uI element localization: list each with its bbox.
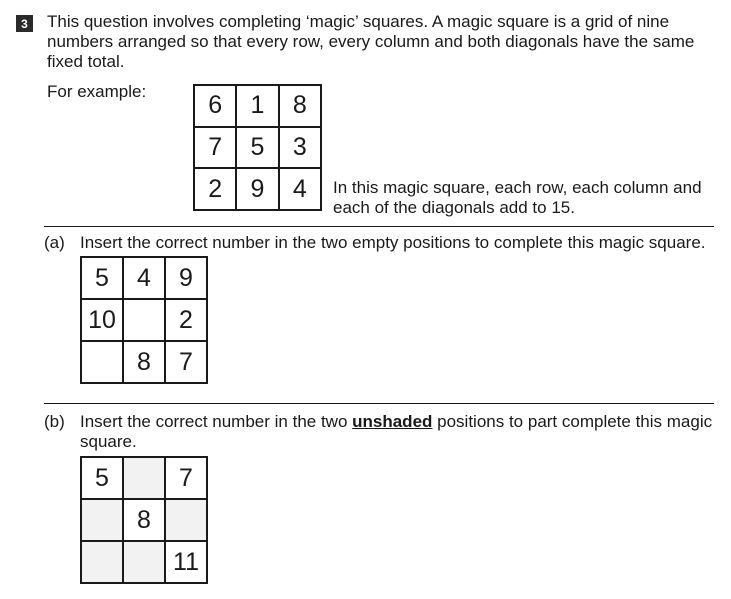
example-cell: 6: [194, 85, 236, 127]
part-a-cell: 4: [123, 257, 165, 299]
part-b-shaded-cell: [81, 541, 123, 583]
example-cell: 2: [194, 168, 236, 210]
divider-a: [44, 226, 714, 227]
part-a-cell: 8: [123, 341, 165, 383]
part-b-label: (b): [44, 412, 65, 431]
part-b-text-after: positions to part complete this magic square.: [80, 412, 713, 451]
question-number-badge: 3: [16, 15, 33, 32]
example-cell: 5: [236, 127, 278, 169]
part-a-cell: 7: [165, 341, 207, 383]
example-label: For example:: [47, 82, 147, 101]
part-a-cell: 9: [165, 257, 207, 299]
part-b-magic-square: [80, 456, 208, 584]
part-b-shaded-cell: [123, 457, 165, 499]
part-b-cell: 8: [123, 499, 165, 541]
example-cell: 3: [279, 127, 321, 169]
part-a-magic-square: [80, 256, 208, 384]
part-b-shaded-cell: [123, 541, 165, 583]
example-cell: 9: [236, 168, 278, 210]
example-cell: 1: [236, 85, 278, 127]
part-b-cell: 11: [165, 541, 207, 583]
part-b-instructions: [80, 412, 720, 452]
example-magic-square: [193, 84, 322, 211]
example-caption: In this magic square, each row, each column and each of the diagonals add to 15.: [333, 178, 702, 217]
example-cell: 4: [279, 168, 321, 210]
example-cell: 8: [279, 85, 321, 127]
part-b-cell: 5: [81, 457, 123, 499]
part-b-shaded-cell: [81, 499, 123, 541]
part-b-emphasis: unshaded: [352, 412, 433, 431]
part-a-cell: 2: [165, 299, 207, 341]
part-a-label: (a): [44, 233, 65, 252]
part-a-instructions: Insert the correct number in the two empty positions to complete this magic square.: [80, 233, 706, 252]
part-a-empty-cell[interactable]: [123, 299, 165, 341]
part-b-cell: 7: [165, 457, 207, 499]
part-b-text-before: Insert the correct number in the two: [80, 412, 353, 431]
example-cell: 7: [194, 127, 236, 169]
part-b-shaded-cell: [165, 499, 207, 541]
divider-b: [44, 403, 714, 404]
question-intro: This question involves completing ‘magic’ squares. A magic square is a grid of nine numbers arranged so that every row, every column and both diagonals have the same fixed total.: [47, 12, 695, 71]
part-a-cell: 10: [81, 299, 123, 341]
part-a-cell: 5: [81, 257, 123, 299]
part-a-empty-cell[interactable]: [81, 341, 123, 383]
